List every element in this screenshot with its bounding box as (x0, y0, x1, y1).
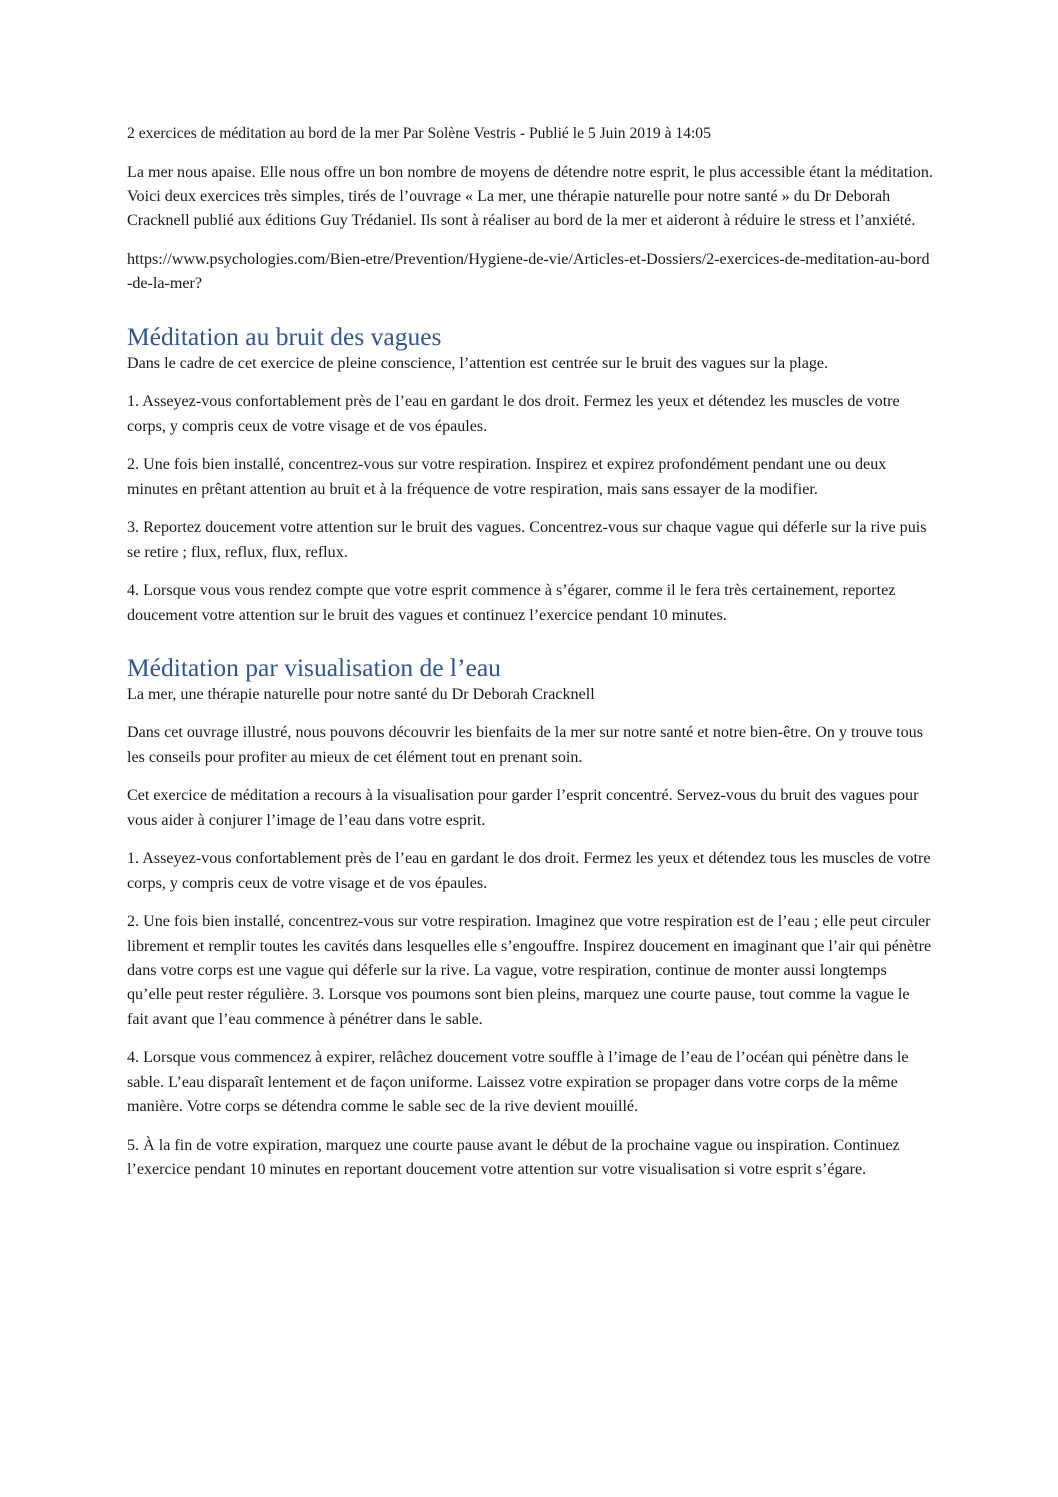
section2-paragraph: Cet exercice de méditation a recours à la visualisation pour garder l’esprit concentré. Servez-vous du bruit des vagues pour vous aider à conjurer l’image de l’eau dans votre esprit. (127, 787, 919, 829)
section1-step: 1. Asseyez-vous confortablement près de l’eau en gardant le dos droit. Fermez les yeux et détendez les muscles de votre corps, y compris ceux de votre visage et de vos épaules. (127, 393, 900, 435)
section2-step: 5. À la fin de votre expiration, marquez une courte pause avant le début de la prochaine vague ou inspiration. Continuez l’exercice pendant 10 minutes en reportant doucement votre attention sur votre visualisation si votre esprit s’égare. (127, 1136, 900, 1178)
section2-step: 1. Asseyez-vous confortablement près de l’eau en gardant le dos droit. Fermez les yeux et détendez tous les muscles de votre corps, y compris ceux de votre visage et de vos épaules. (127, 850, 931, 892)
source-url: https://www.psychologies.com/Bien-etre/Prevention/Hygiene-de-vie/Articles-et-Dossiers/2-exercices-de-meditation-au-bord-de-la-mer? (127, 250, 930, 293)
article-intro: La mer nous apaise. Elle nous offre un bon nombre de moyens de détendre notre esprit, le plus accessible étant la méditation. Voici deux exercices très simples, tirés de l’ouvrage « La mer, une thérapie naturelle pour notre santé » du Dr Deborah Cracknell publié aux éditions Guy Trédaniel. Ils sont à réaliser au bord de la mer et aideront à réduire le stress et l’anxiété. (127, 163, 933, 230)
section2-step: 4. Lorsque vous commencez à expirer, relâchez doucement votre souffle à l’image de l’eau de l’océan qui pénètre dans le sable. L’eau disparaît lentement et de façon uniforme. Laissez votre expiration se propager dans votre corps de la même manière. Votre corps se détendra comme le sable sec de la rive devient mouillé. (127, 1049, 909, 1115)
section1-step: 3. Reportez doucement votre attention sur le bruit des vagues. Concentrez-vous sur chaque vague qui déferle sur la rive puis se retire ; flux, reflux, flux, reflux. (127, 519, 927, 561)
document-page (127, 122, 933, 1197)
article-byline: 2 exercices de méditation au bord de la mer Par Solène Vestris - Publié le 5 Juin 2019 à 14:05 (127, 125, 711, 142)
section2-step: 2. Une fois bien installé, concentrez-vous sur votre respiration. Imaginez que votre respiration est de l’eau ; elle peut circuler librement et remplir toutes les cavités dans lesquelles elle s’engouffre. Inspirez doucement en imaginant que l’air qui pénètre dans votre corps est une vague qui déferle sur la rive. La vague, votre respiration, continue de monter aussi longtemps qu’elle peut rester régulière. 3. Lorsque vos poumons sont bien pleins, marquez une courte pause, tout comme la vague le fait avant que l’eau commence à pénétrer dans le sable. (127, 913, 932, 1028)
section-heading-visualisation: Méditation par visualisation de l’eau (127, 652, 501, 682)
section1-step: 4. Lorsque vous vous rendez compte que votre esprit commence à s’égarer, comme il le fera très certainement, reportez doucement votre attention sur le bruit des vagues et continuez l’exercice pendant 10 minutes. (127, 582, 896, 624)
section2-paragraph: Dans cet ouvrage illustré, nous pouvons découvrir les bienfaits de la mer sur notre santé et notre bien-être. On y trouve tous les conseils pour profiter au mieux de cet élément tout en prenant soin. (127, 724, 923, 766)
book-reference: La mer, une thérapie naturelle pour notre santé du Dr Deborah Cracknell (127, 685, 595, 703)
section1-paragraph: Dans le cadre de cet exercice de pleine conscience, l’attention est centrée sur le bruit des vagues sur la plage. (127, 354, 829, 372)
section-heading-vagues: Méditation au bruit des vagues (127, 321, 442, 351)
section1-step: 2. Une fois bien installé, concentrez-vous sur votre respiration. Inspirez et expirez profondément pendant une ou deux minutes en prêtant attention au bruit et à la fréquence de votre respiration, mais sans essayer de la modifier. (127, 456, 887, 498)
